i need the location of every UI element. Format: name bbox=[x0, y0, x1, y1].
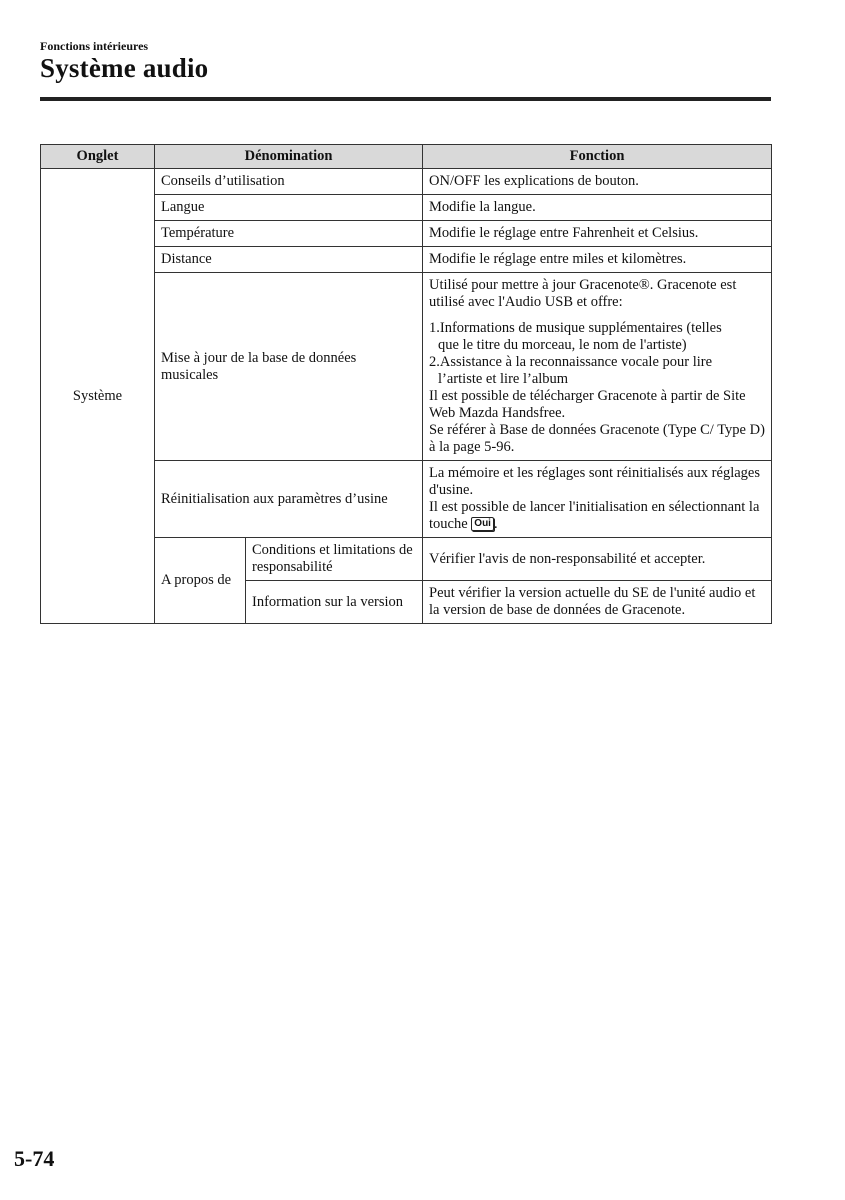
paragraph-gap bbox=[429, 311, 765, 320]
sentence-end: . bbox=[493, 516, 498, 532]
setting-function: Modifie le réglage entre Fahrenheit et Celsius. bbox=[423, 221, 772, 247]
function-note: Se référer à Base de données Gracenote (Type C/ Type D) à la page 5-96. bbox=[429, 422, 765, 455]
setting-function: Vérifier l'avis de non-responsabilité et accepter. bbox=[423, 538, 772, 581]
list-item-continuation: l’artiste et lire l’album bbox=[438, 371, 569, 387]
setting-name: Température bbox=[155, 221, 423, 247]
oui-key-icon: Oui bbox=[471, 517, 494, 531]
column-header-function: Fonction bbox=[423, 145, 772, 169]
setting-function bbox=[423, 273, 772, 461]
function-text: La mémoire et les réglages sont réinitialisés aux réglages d'usine. bbox=[429, 465, 760, 498]
setting-function: Modifie le réglage entre miles et kilomètres. bbox=[423, 247, 772, 273]
page-number: 5-74 bbox=[14, 1146, 55, 1171]
setting-function: Peut vérifier la version actuelle du SE de l'unité audio et la version de base de données de Gracenote. bbox=[423, 581, 772, 624]
setting-name: Mise à jour de la base de données musicales bbox=[155, 273, 423, 461]
setting-name: Réinitialisation aux paramètres d’usine bbox=[155, 461, 423, 538]
table-header-row bbox=[41, 145, 772, 169]
function-text bbox=[429, 499, 765, 533]
settings-table bbox=[40, 144, 772, 624]
setting-name: Distance bbox=[155, 247, 423, 273]
setting-name: Langue bbox=[155, 195, 423, 221]
table-row bbox=[41, 169, 772, 195]
setting-function: Modifie la langue. bbox=[423, 195, 772, 221]
section-label: Fonctions intérieures bbox=[40, 39, 149, 53]
sub-setting-name: Conditions et limitations de responsabilité bbox=[246, 538, 423, 581]
setting-function bbox=[423, 461, 772, 538]
setting-function: ON/OFF les explications de bouton. bbox=[423, 169, 772, 195]
column-header-tab: Onglet bbox=[41, 145, 155, 169]
list-item: 1.Informations de musique supplémentaires (telles bbox=[429, 320, 722, 336]
sub-setting-name: Information sur la version bbox=[246, 581, 423, 624]
title-rule bbox=[40, 97, 771, 101]
function-text-line: Il est possible de lancer l'initialisation en sélectionnant la touche bbox=[429, 499, 760, 532]
setting-name: A propos de bbox=[155, 538, 246, 624]
list-item-continuation: que le titre du morceau, le nom de l'artiste) bbox=[438, 337, 687, 353]
tab-cell-system: Système bbox=[41, 169, 155, 624]
function-note: Il est possible de télécharger Gracenote à partir de Site Web Mazda Handsfree. bbox=[429, 388, 746, 421]
function-intro: Utilisé pour mettre à jour Gracenote®. Gracenote est utilisé avec l'Audio USB et offre: bbox=[429, 277, 737, 310]
column-header-name: Dénomination bbox=[155, 145, 423, 169]
setting-name: Conseils d’utilisation bbox=[155, 169, 423, 195]
page-title: Système audio bbox=[40, 53, 209, 83]
list-item: 2.Assistance à la reconnaissance vocale pour lire bbox=[429, 354, 713, 370]
